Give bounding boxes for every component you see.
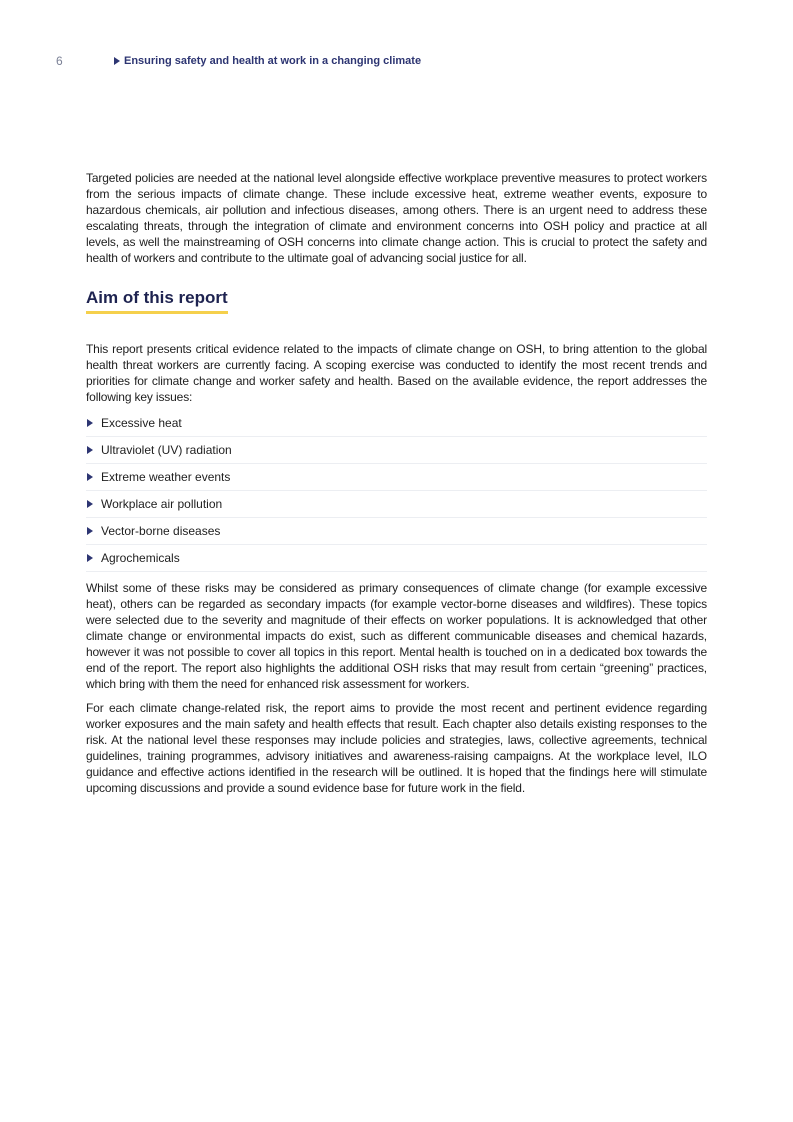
list-item: Agrochemicals (86, 545, 707, 572)
list-item: Excessive heat (86, 410, 707, 437)
list-item: Vector-borne diseases (86, 518, 707, 545)
triangle-right-icon (114, 57, 120, 65)
page-number: 6 (56, 54, 63, 68)
triangle-right-icon (87, 554, 93, 562)
triangle-right-icon (87, 446, 93, 454)
section-paragraph-1: This report presents critical evidence related to the impacts of climate change on OSH, to bring attention to the global health threat workers are currently facing. A scoping exercise was conducted to identify the most recent trends and priorities for climate change and worker safety and health. Based on the available evidence, the report addresses the following key issues: (86, 342, 707, 404)
triangle-right-icon (87, 419, 93, 427)
intro-paragraph: Targeted policies are needed at the national level alongside effective workplace preventive measures to protect workers from the serious impacts of climate change. These include excessive heat, extreme weather events, exposure to hazardous chemicals, air pollution and infectious diseases, among others. There is an urgent need to address these escalating threats, through the integration of climate and environment concerns into OSH policy and practice at all levels, as well the mainstreaming of OSH concerns into climate change action. This is crucial to protect the safety and health of workers and contribute to the ultimate goal of advancing social justice for all. (86, 171, 707, 265)
list-item: Ultraviolet (UV) radiation (86, 437, 707, 464)
running-header (114, 55, 421, 67)
section-paragraph-3: For each climate change-related risk, the report aims to provide the most recent and pertinent evidence regarding worker exposures and the main safety and health effects that result. Each chapter also details existing responses to the risk. At the national level these responses may include policies and strategies, laws, collective agreements, technical guidelines, training programmes, advisory initiatives and awareness-raising campaigns. At the workplace level, ILO guidance and effective actions identified in the research will be outlined. It is hoped that the findings here will stimulate upcoming discussions and provide a sound evidence base for future work in the field. (86, 701, 707, 795)
section-heading: Aim of this report (86, 288, 228, 314)
list-item: Workplace air pollution (86, 491, 707, 518)
main-content (86, 170, 707, 796)
section-paragraph-2: Whilst some of these risks may be considered as primary consequences of climate change (for example excessive heat), others can be regarded as secondary impacts (for example vector-borne diseases and wildfires). These topics were selected due to the severity and magnitude of their effects on worker populations. It is acknowledged that other climate change or environmental impacts do exist, such as different communicable diseases and chemical hazards, however it was not possible to cover all topics in this report. Mental health is touched on in a dedicated box towards the end of the report. The report also highlights the additional OSH risks that may result from certain “greening” practices, which bring with them the need for enhanced risk assessment for workers. (86, 581, 707, 691)
running-header-title: Ensuring safety and health at work in a changing climate (124, 55, 422, 67)
key-issues-list (86, 410, 707, 572)
triangle-right-icon (87, 473, 93, 481)
triangle-right-icon (87, 500, 93, 508)
triangle-right-icon (87, 527, 93, 535)
list-item: Extreme weather events (86, 464, 707, 491)
